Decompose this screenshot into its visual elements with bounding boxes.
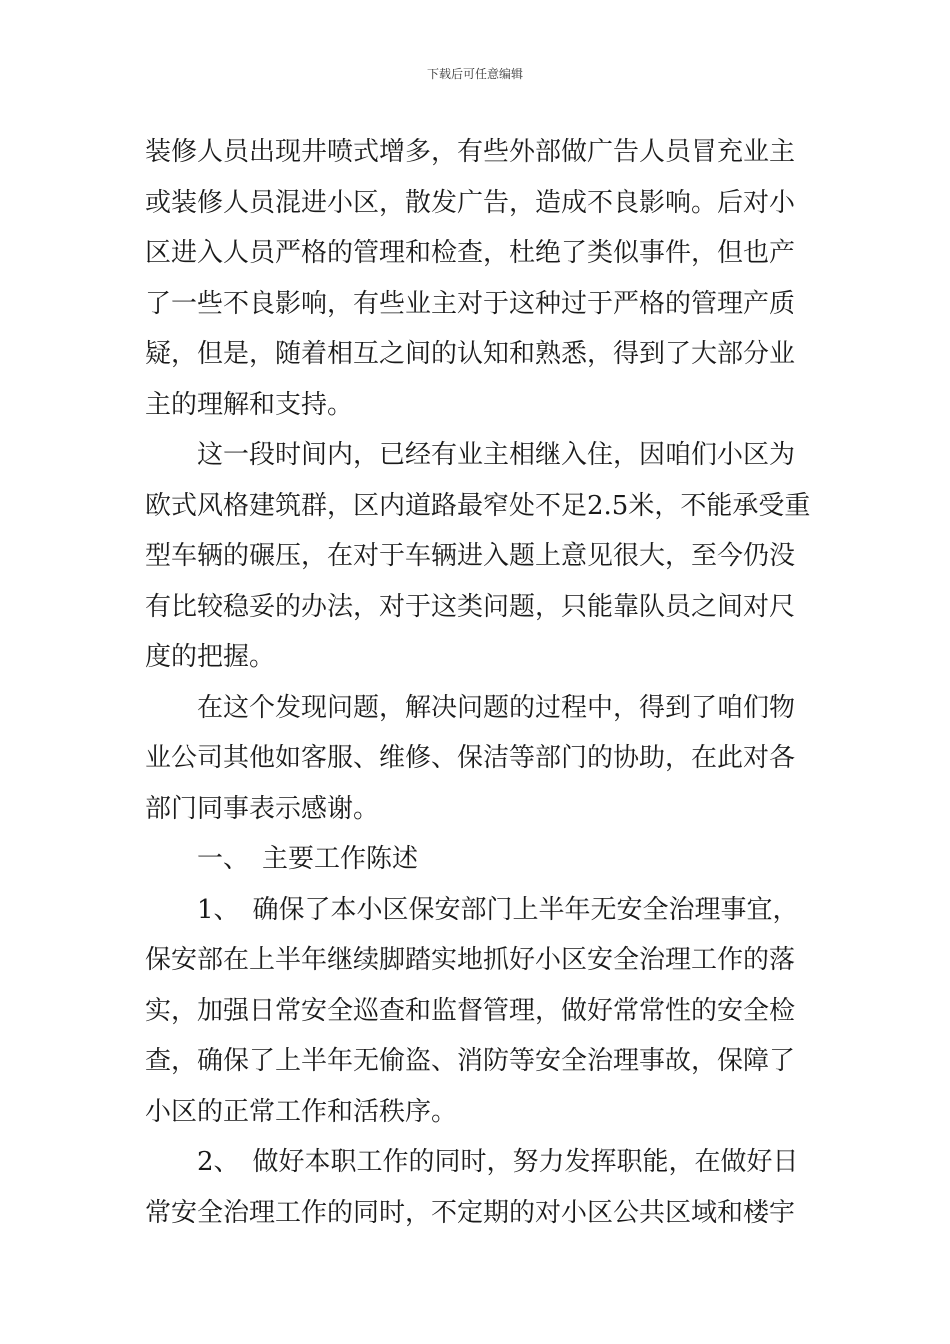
text-line: 查，确保了上半年无偷盗、消防等安全治理事故，保障了: [145, 1046, 796, 1076]
text-line: 主的理解和支持。: [145, 389, 354, 420]
text-line: 实，加强日常安全巡查和监督管理，做好常常性的安全检: [145, 995, 796, 1026]
text-line: 疑，但是，随着相互之间的认知和熟悉，得到了大部分业: [145, 339, 796, 369]
text-line: 业公司其他如客服、维修、保洁等部门的协助，在此对各: [145, 743, 796, 773]
text-line: 常安全治理工作的同时，不定期的对小区公共区域和楼宇: [145, 1197, 796, 1228]
text-line: 这一段时间内，已经有业主相继入住，因咱们小区为: [145, 440, 796, 470]
text-line: 2、 做好本职工作的同时，努力发挥职能，在做好日: [145, 1147, 799, 1177]
document-body: [145, 127, 815, 1238]
text-line: 有比较稳妥的办法，对于这类问题，只能靠队员之间对尺: [145, 591, 796, 622]
text-line: 型车辆的碾压，在对于车辆进入题上意见很大，至今仍没: [145, 541, 796, 571]
text-line: 度的把握。: [145, 642, 276, 672]
section-heading: 一、 主要工作陈述: [145, 844, 419, 874]
text-line: 区进入人员严格的管理和检查，杜绝了类似事件，但也产: [145, 238, 796, 268]
text-line: 1、 确保了本小区保安部门上半年无安全治理事宜，: [145, 894, 799, 925]
text-line: 了一些不良影响，有些业主对于这种过于严格的管理产质: [145, 288, 796, 319]
text-line: 保安部在上半年继续脚踏实地抓好小区安全治理工作的落: [145, 945, 796, 975]
text-line: 小区的正常工作和活秩序。: [145, 1096, 458, 1127]
text-line: 欧式风格建筑群，区内道路最窄处不足2.5米，不能承受重: [145, 490, 811, 521]
text-line: 装修人员出现井喷式增多，有些外部做广告人员冒充业主: [145, 137, 796, 167]
text-line: 在这个发现问题，解决问题的过程中，得到了咱们物: [145, 692, 796, 723]
page-header: 下载后可任意编辑: [426, 67, 523, 81]
text-line: 或装修人员混进小区，散发广告，造成不良影响。后对小: [145, 187, 796, 218]
text-line: 部门同事表示感谢。: [145, 793, 380, 824]
